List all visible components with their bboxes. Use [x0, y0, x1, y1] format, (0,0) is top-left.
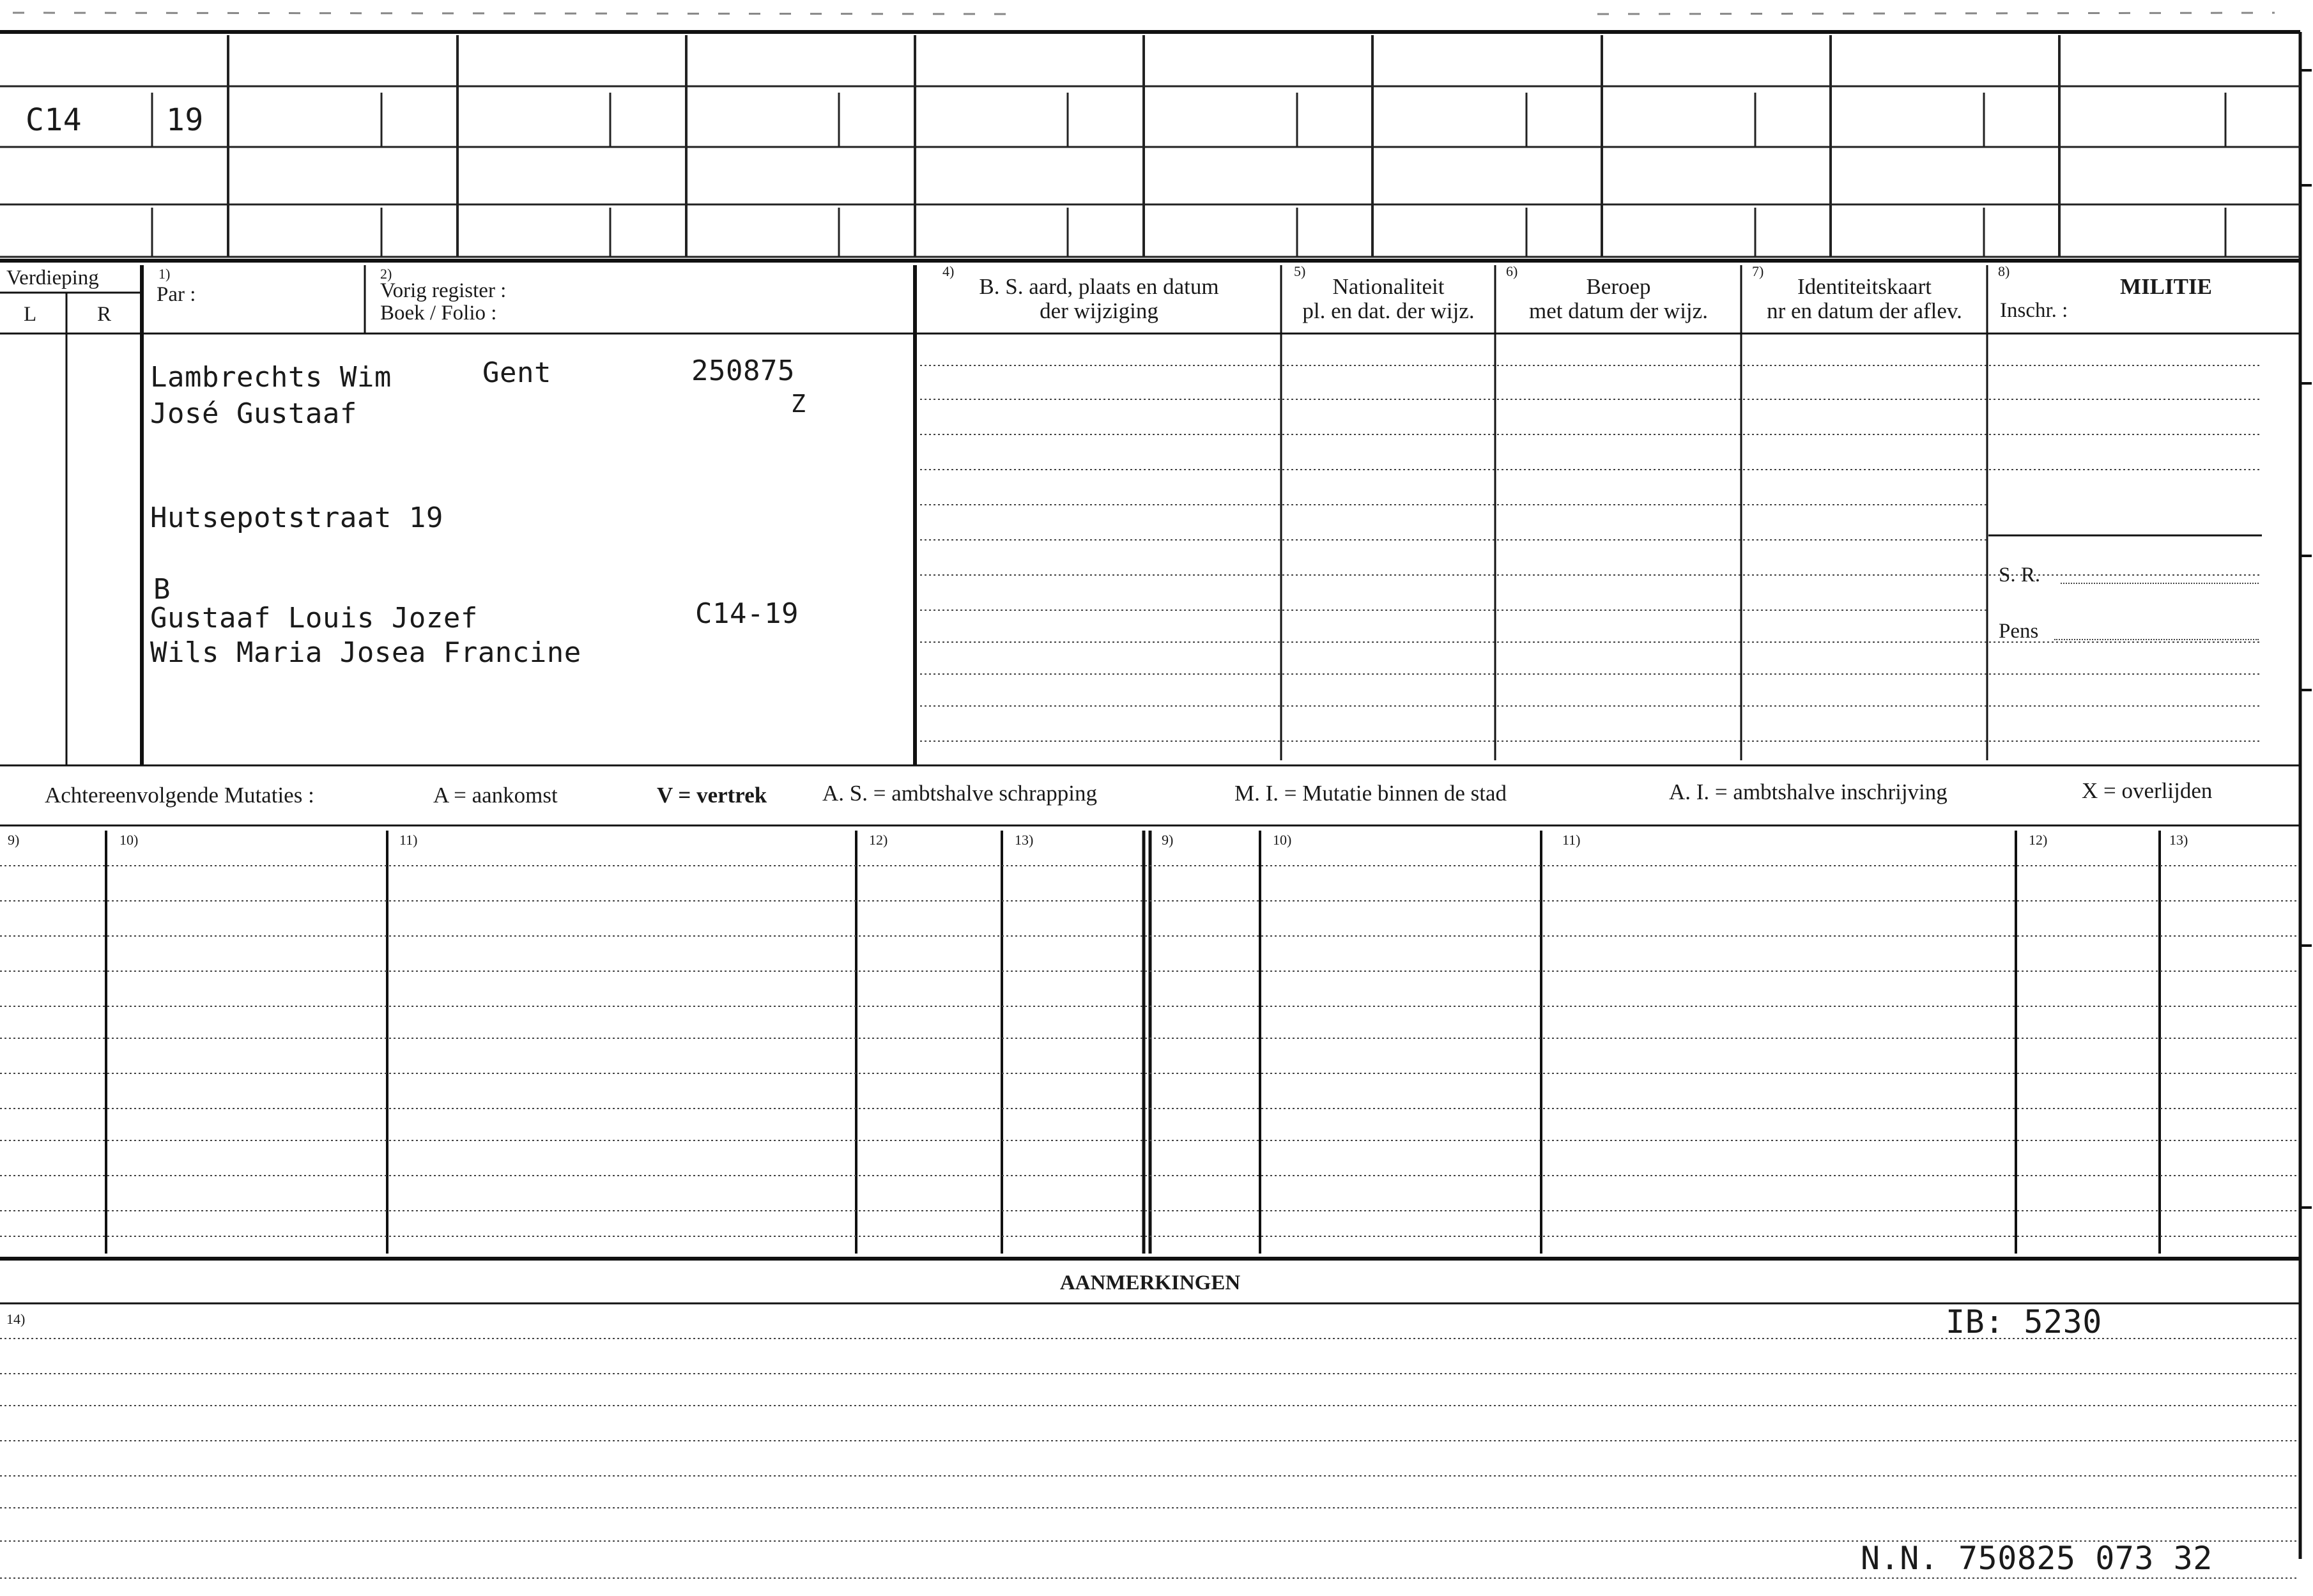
boek-folio-label: Boek / Folio :	[380, 302, 497, 325]
ib-number: IB: 5230	[1946, 1303, 2102, 1340]
col-10-left: 10)	[119, 832, 139, 848]
reference-code: C14-19	[695, 597, 799, 630]
field-number-5: 5)	[1294, 263, 1306, 279]
col-r-label: R	[97, 303, 112, 326]
col-11-left: 11)	[399, 832, 418, 848]
address: Hutsepotstraat 19	[150, 502, 443, 534]
col-10-right: 10)	[1273, 832, 1292, 848]
legend-ambtshalve-schrapping: A. S. = ambtshalve schrapping	[822, 781, 1097, 806]
col-9-right: 9)	[1162, 832, 1174, 848]
col-13-right: 13)	[2169, 832, 2188, 848]
verdieping-label: Verdieping	[6, 266, 99, 289]
identiteitskaart-header: Identiteitskaart nr en datum der aflev.	[1767, 274, 1962, 323]
mother-name: Wils Maria Josea Francine	[150, 636, 581, 669]
sr-line	[2061, 583, 2259, 584]
militie-header: MILITIE	[2120, 274, 2212, 299]
field-number-7: 7)	[1752, 263, 1764, 279]
legend-overlijden: X = overlijden	[2082, 778, 2213, 803]
field-number-8: 8)	[1998, 263, 2010, 279]
nationality-code: B	[153, 573, 171, 606]
national-number: N.N. 750825 073 32	[1861, 1540, 2213, 1577]
field-number-2: 2)	[380, 266, 392, 282]
nationaliteit-header: Nationaliteit pl. en dat. der wijz.	[1302, 274, 1475, 323]
legend-mutatie-binnen-stad: M. I. = Mutatie binnen de stad	[1234, 781, 1507, 806]
birth-date: 250875	[691, 355, 795, 387]
pens-line	[2054, 639, 2259, 640]
register-code: C14	[26, 102, 82, 138]
middle-names: José Gustaaf	[150, 397, 357, 430]
field-number-6: 6)	[1506, 263, 1518, 279]
sr-label: S. R.	[1999, 564, 2041, 587]
legend-ambtshalve-inschrijving: A. I. = ambtshalve inschrijving	[1669, 779, 1948, 804]
father-name: Gustaaf Louis Jozef	[150, 602, 478, 634]
col-12-right: 12)	[2029, 832, 2048, 848]
beroep-header: Beroep met datum der wijz.	[1529, 274, 1708, 323]
birth-place: Gent	[482, 357, 551, 389]
register-number: 19	[166, 102, 204, 138]
legend-vertrek: V = vertrek	[657, 783, 767, 808]
field-number-1: 1)	[158, 266, 171, 282]
bs-header: B. S. aard, plaats en datum der wijziging	[979, 274, 1219, 323]
field-number-14: 14)	[6, 1311, 26, 1327]
sex-code: Z	[791, 390, 806, 418]
par-label: Par :	[157, 283, 196, 306]
mutaties-label: Achtereenvolgende Mutaties :	[45, 783, 314, 808]
pens-label: Pens	[1999, 620, 2039, 643]
col-9-left: 9)	[8, 832, 20, 848]
inschr-label: Inschr. :	[2000, 299, 2068, 322]
legend-aankomst: A = aankomst	[433, 783, 558, 808]
col-l-label: L	[24, 303, 37, 326]
surname-firstname: Lambrechts Wim	[150, 361, 392, 394]
vorig-register-label: Vorig register :	[380, 279, 507, 302]
col-11-right: 11)	[1562, 832, 1581, 848]
col-13-left: 13)	[1015, 832, 1034, 848]
aanmerkingen-title: AANMERKINGEN	[1059, 1271, 1241, 1294]
field-number-4: 4)	[942, 263, 955, 279]
col-12-left: 12)	[869, 832, 888, 848]
